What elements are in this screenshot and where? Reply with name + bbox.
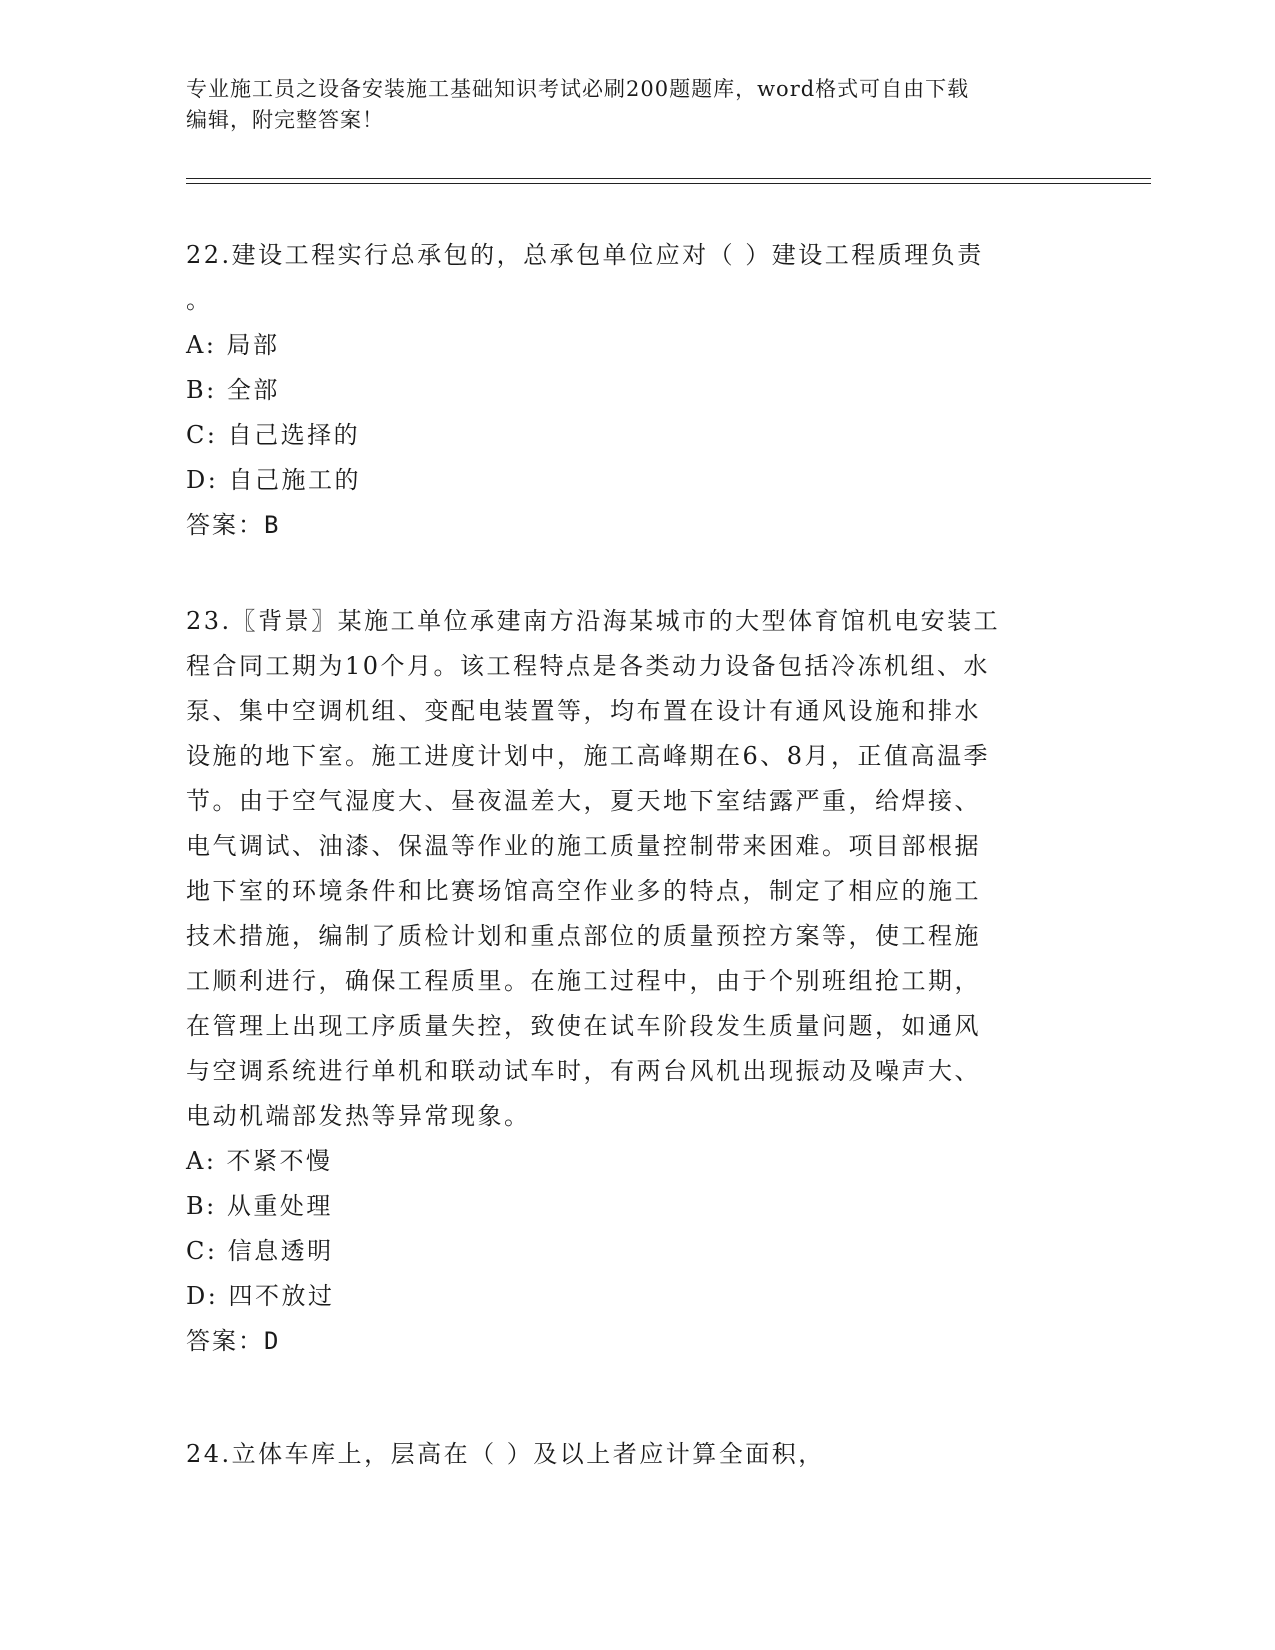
option-a: A: 不紧不慢 <box>186 1147 333 1175</box>
question-stem-line: 地下室的环境条件和比赛场馆高空作业多的特点，制定了相应的施工 <box>186 877 981 905</box>
option-c: C: 自己选择的 <box>186 421 361 449</box>
question-stem-line: 设施的地下室。施工进度计划中，施工高峰期在6、8月，正值高温季 <box>186 742 991 770</box>
question-stem: 24.立体车库上，层高在（ ）及以上者应计算全面积， <box>186 1440 825 1468</box>
question-stem-line: 电动机端部发热等异常现象。 <box>186 1102 531 1130</box>
document-header <box>186 74 1086 136</box>
answer-value: B <box>264 511 281 539</box>
option-d: D: 自己施工的 <box>186 466 361 494</box>
answer-label: 答案： <box>186 511 264 539</box>
header-divider <box>186 178 1151 184</box>
question-stem-line: 在管理上出现工序质量失控，致使在试车阶段发生质量问题，如通风 <box>186 1012 981 1040</box>
question-stem-tail: 。 <box>186 286 213 314</box>
answer-line <box>186 1319 1066 1364</box>
question-24 <box>186 1432 1066 1477</box>
question-stem-line: 节。由于空气湿度大、昼夜温差大，夏天地下室结露严重，给焊接、 <box>186 787 981 815</box>
answer-line <box>186 503 1066 548</box>
question-stem-line: 工顺利进行，确保工程质里。在施工过程中，由于个别班组抢工期， <box>186 967 981 995</box>
question-stem-line: 电气调试、油漆、保温等作业的施工质量控制带来困难。项目部根据 <box>186 832 981 860</box>
question-stem-line: 程合同工期为10个月。该工程特点是各类动力设备包括冷冻机组、水 <box>186 652 991 680</box>
header-line-1: 专业施工员之设备安装施工基础知识考试必刷200题题库，word格式可自由下载 <box>186 77 970 101</box>
question-stem: 22.建设工程实行总承包的，总承包单位应对（ ）建设工程质理负责 <box>186 241 984 269</box>
option-a: A: 局部 <box>186 331 280 359</box>
option-b: B: 从重处理 <box>186 1192 333 1220</box>
option-b: B: 全部 <box>186 376 280 404</box>
option-d: D: 四不放过 <box>186 1282 335 1310</box>
answer-label: 答案： <box>186 1327 264 1355</box>
question-stem-line: 与空调系统进行单机和联动试车时，有两台风机出现振动及噪声大、 <box>186 1057 981 1085</box>
answer-value: D <box>264 1327 281 1355</box>
header-line-2: 编辑，附完整答案！ <box>186 108 384 132</box>
option-c: C: 信息透明 <box>186 1237 334 1265</box>
question-stem-line: 技术措施，编制了质检计划和重点部位的质量预控方案等，使工程施 <box>186 922 981 950</box>
question-stem-line: 23.〖背景〗某施工单位承建南方沿海某城市的大型体育馆机电安装工 <box>186 607 1001 635</box>
question-22 <box>186 233 1066 548</box>
question-23 <box>186 599 1066 1364</box>
question-stem-line: 泵、集中空调机组、变配电装置等，均布置在设计有通风设施和排水 <box>186 697 981 725</box>
